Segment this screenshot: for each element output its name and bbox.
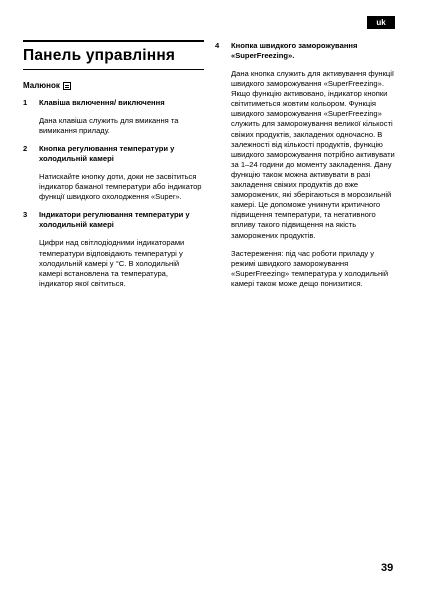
item-title: Кнопка швидкого заморожування «SuperFreezing». xyxy=(231,41,358,60)
list-item-4 xyxy=(215,41,398,289)
item-paragraph: Натискайте кнопку доти, доки не засвітиться індикатор бажаної температури або індикатор функції швидкого охолодження «Super». xyxy=(39,172,202,202)
item-title: Кнопка регулювання температури у холодильній камері xyxy=(39,144,175,164)
list-item-2 xyxy=(23,144,204,202)
item-heading xyxy=(23,144,204,164)
figure-reference xyxy=(23,81,204,91)
list-item-3 xyxy=(23,210,204,288)
right-column xyxy=(215,41,398,297)
list-item-1 xyxy=(23,98,204,136)
figure-label: Малюнок xyxy=(23,81,60,90)
item-number: 1 xyxy=(23,98,28,107)
item-paragraph: Дана клавіша служить для вмикання та вимикання приладу. xyxy=(39,116,179,136)
item-body xyxy=(231,69,398,289)
language-badge: uk xyxy=(367,16,395,29)
item-heading xyxy=(215,41,398,61)
item-heading xyxy=(23,210,204,230)
left-column xyxy=(23,40,204,297)
page-title: Панель управління xyxy=(23,47,176,64)
item-paragraph: Цифри над світлодіодними індикаторами температури відповідають температурі у холодильній камері у °С. В холодильній камері встановлена та температура, індикатор якої світиться. xyxy=(39,238,185,288)
item-title: Клавіша включення/ виключення xyxy=(39,98,165,107)
warning-paragraph: Застереження: під час роботи приладу у режимі швидкого заморожування «SuperFreezing» температура у холодильній камері також може дещо понизитися. xyxy=(231,248,389,288)
page-number: 39 xyxy=(381,562,394,574)
item-number: 3 xyxy=(23,210,28,220)
item-body xyxy=(39,238,204,288)
item-body xyxy=(39,116,204,136)
item-body xyxy=(39,172,204,202)
item-title: Індикатори регулювання температури у холодильній камері xyxy=(39,210,190,230)
item-number: 4 xyxy=(215,41,220,50)
item-number: 2 xyxy=(23,144,28,154)
control-panel-figure-icon xyxy=(63,82,71,90)
item-paragraph: Дана кнопка служить для активування функції швидкого заморожування «SuperFreezing». Якщо функцію активовано, індикатор кнопки світитиметься жовтим кольором. Функція швидкого заморожування «SuperFreezing» служить для заморожування великої кількості свіжих продуктів, закладених одночасно. В залежності від кількості продуктів, функцію швидкого заморожування потрібно активувати за 1–24 години до моменту закладення. Дану функцію також можна активувати в разі закладення свіжих продуктів до вже заморожених, які зберігаються в морозильній камері. Це допоможе уникнути критичного підвищення температури, та негативного впливу такого підвищення на якість заморожених продуктів. xyxy=(231,69,395,240)
title-bottom-rule xyxy=(23,69,204,70)
item-heading xyxy=(23,98,204,108)
